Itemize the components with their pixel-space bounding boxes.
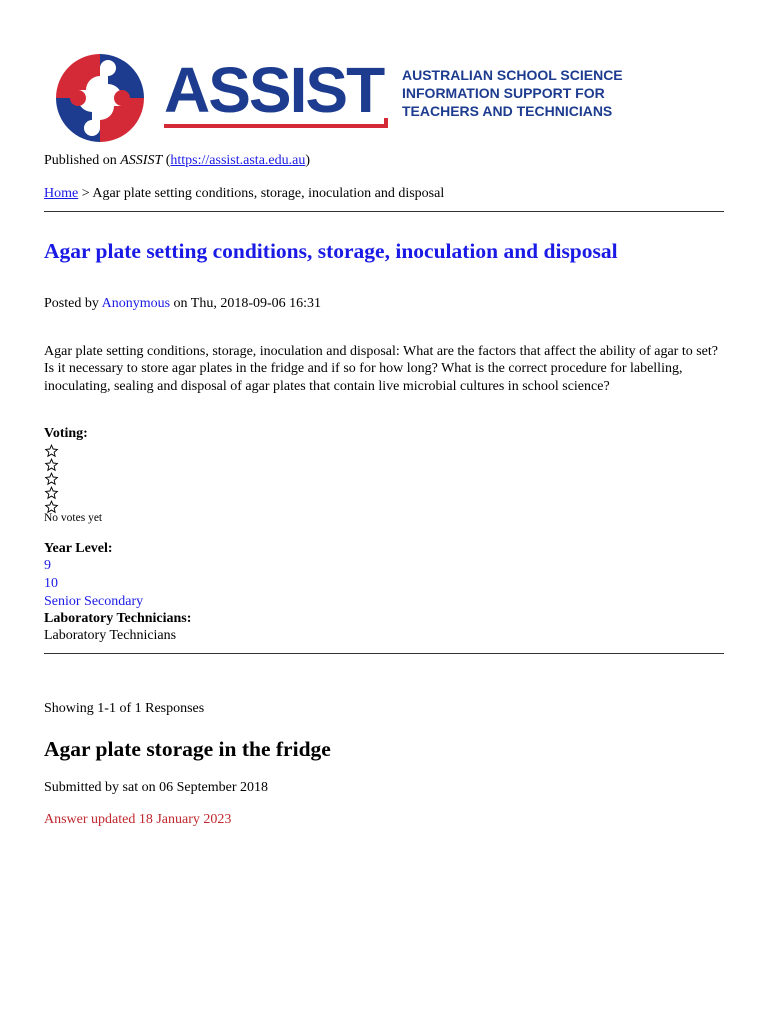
breadcrumb-separator: > xyxy=(78,186,93,201)
site-name: ASSIST xyxy=(120,153,163,168)
voting-label: Voting: xyxy=(44,426,88,441)
author-link[interactable]: Anonymous xyxy=(101,296,171,311)
response-title: Agar plate storage in the fridge xyxy=(44,737,331,761)
lab-tech-label: Laboratory Technicians: xyxy=(44,611,192,626)
star-icon[interactable] xyxy=(44,444,59,458)
posted-by-line xyxy=(44,296,321,312)
star-icon[interactable] xyxy=(44,486,59,500)
puzzle-logo-icon xyxy=(52,52,152,144)
logo-tagline-line: TEACHERS AND TECHNICIANS xyxy=(402,103,613,119)
page-title: Agar plate setting conditions, storage, inoculation and disposal xyxy=(44,239,618,263)
logo-wordmark: ASSIST xyxy=(164,54,384,126)
divider xyxy=(44,653,724,654)
year-level-link-10[interactable]: 10 xyxy=(44,576,58,591)
response-updated: Answer updated 18 January 2023 xyxy=(44,812,232,827)
article-body: Agar plate setting conditions, storage, inoculation and disposal: What are the factors that affect the ability of agar to set? Is it necessary to store agar plates in the fridge and if so for how long? What is the correct procedure for labelling, inoculating, sealing and disposal of agar plates that contain live microbial cultures in school science? xyxy=(44,344,718,394)
vote-status: No votes yet xyxy=(44,512,103,524)
posted-date: on Thu, 2018-09-06 16:31 xyxy=(170,296,322,311)
star-icon[interactable] xyxy=(44,458,59,472)
year-level-label: Year Level: xyxy=(44,541,113,556)
site-url-link[interactable]: https://assist.asta.edu.au xyxy=(170,153,306,168)
year-level-link-senior-secondary[interactable]: Senior Secondary xyxy=(44,594,144,609)
breadcrumb-home-link[interactable]: Home xyxy=(44,186,79,201)
responses-count: Showing 1-1 of 1 Responses xyxy=(44,701,205,716)
logo-tagline-line: AUSTRALIAN SCHOOL SCIENCE xyxy=(402,67,623,83)
published-line xyxy=(44,153,310,169)
lab-tech-value: Laboratory Technicians xyxy=(44,628,177,643)
breadcrumb xyxy=(44,186,444,202)
paren-open: ( xyxy=(162,153,171,168)
star-rating[interactable] xyxy=(44,444,60,514)
response-submitted: Submitted by sat on 06 September 2018 xyxy=(44,780,268,795)
posted-prefix: Posted by xyxy=(44,296,102,311)
star-icon[interactable] xyxy=(44,472,59,486)
breadcrumb-current: Agar plate setting conditions, storage, inoculation and disposal xyxy=(92,186,445,201)
paren-close: ) xyxy=(305,153,311,168)
logo-tagline-line: INFORMATION SUPPORT FOR xyxy=(402,85,605,101)
divider xyxy=(44,211,724,212)
logo-tagline xyxy=(402,66,642,120)
year-level-link-9[interactable]: 9 xyxy=(44,558,51,573)
logo-underline xyxy=(164,118,394,132)
assist-logo xyxy=(52,52,632,144)
published-prefix: Published on xyxy=(44,153,121,168)
